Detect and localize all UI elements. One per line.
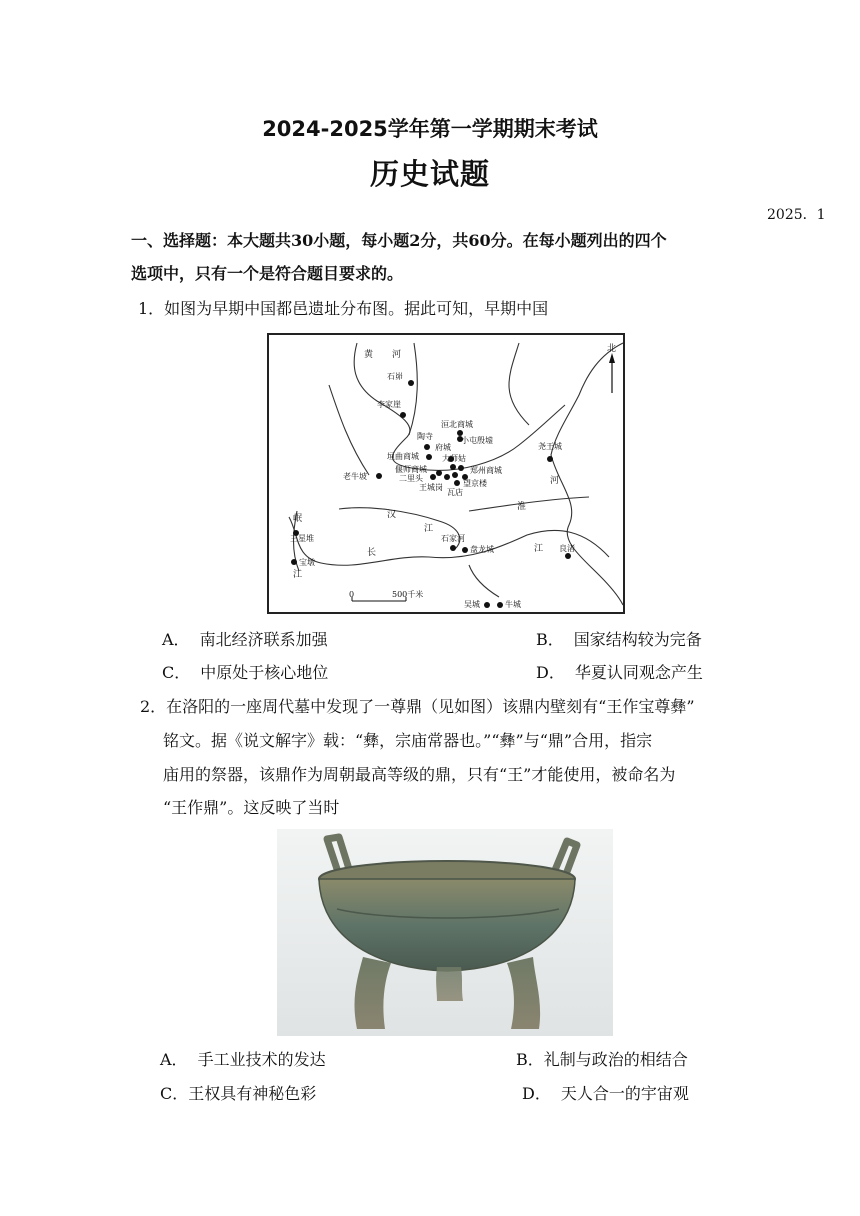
river-label-he: 河 [392, 350, 402, 360]
site-yanshi: 偃师商城 [395, 465, 427, 474]
q2-option-c[interactable]: C．王权具有神秘色彩 [160, 1084, 317, 1103]
q1-option-b[interactable]: B． 国家结构较为完备 [536, 630, 702, 649]
site-sanxingdui: 三星堆 [290, 534, 314, 543]
question-2-stem-line3: 庙用的祭器，该鼎作为周朝最高等级的鼎，只有“王”才能使用，被命名为 [163, 765, 676, 784]
question-2-stem-line2: 铭文。据《说文解字》载：“彝，宗庙常器也。”“彝”与“鼎”合用，指宗 [163, 731, 653, 750]
q1-option-c[interactable]: C． 中原处于核心地位 [162, 663, 329, 682]
site-wangjinglou: 望京楼 [463, 479, 487, 488]
bronze-ding-photo [277, 829, 613, 1036]
north-label: 北 [607, 344, 617, 354]
site-wadian: 瓦店 [447, 488, 463, 497]
river-label-min: 岷 [293, 514, 303, 524]
question-2-stem-line1: 2．在洛阳的一座周代墓中发现了一尊鼎（见如图）该鼎内壁刻有“王作宝尊彝” [140, 697, 695, 716]
site-taosi: 陶寺 [417, 432, 433, 441]
river-label-han: 汉 [387, 510, 397, 520]
ancient-capitals-map [267, 333, 625, 614]
site-shimao: 石峁 [387, 372, 403, 381]
q1-option-a[interactable]: A． 南北经济联系加强 [162, 630, 328, 649]
q2-option-b[interactable]: B．礼制与政治的相结合 [516, 1050, 688, 1069]
site-dashigu: 大师姑 [442, 454, 466, 463]
section-heading-line2: 选项中，只有一个是符合题目要求的。 [131, 264, 404, 283]
site-shijiahe: 石家河 [441, 534, 465, 543]
river-label-jiang2: 江 [534, 544, 544, 554]
site-lijiaya: 李家崖 [377, 400, 401, 409]
river-label-he2: 河 [550, 476, 560, 486]
section-heading-line1: 一、选择题：本大题共30小题，每小题2分，共60分。在每小题列出的四个 [131, 231, 667, 250]
site-zhengzhou: 郑州商城 [470, 466, 502, 475]
question-2-stem-line4: “王作鼎”。这反映了当时 [163, 798, 340, 817]
site-xiaotun: 小屯殷墟 [461, 436, 493, 445]
q2-option-d[interactable]: D． 天人合一的宇宙观 [522, 1084, 689, 1103]
site-wangchenggang: 王城岗 [419, 483, 443, 492]
exam-title: 2024-2025学年第一学期期末考试 [262, 117, 598, 141]
site-liangzhu: 良渚 [559, 544, 575, 553]
site-niucheng: 牛城 [505, 600, 521, 609]
river-label-jiang1: 江 [424, 524, 434, 534]
site-yuanqu: 垣曲商城 [387, 452, 419, 461]
river-label-huang: 黄 [364, 350, 374, 360]
question-1-stem: 1．如图为早期中国都邑遗址分布图。据此可知，早期中国 [138, 299, 549, 318]
site-wucheng: 吴城 [464, 600, 480, 609]
site-panlongcheng: 盘龙城 [470, 545, 494, 554]
site-laoniupo: 老牛坡 [343, 472, 367, 481]
site-yaowangcheng: 尧王城 [538, 442, 562, 451]
site-huanbei: 洹北商城 [441, 420, 473, 429]
site-fucheng: 府城 [435, 443, 451, 452]
river-label-huai: 淮 [517, 502, 527, 512]
q1-option-d[interactable]: D． 华夏认同观念产生 [536, 663, 703, 682]
scale-zero: 0 [349, 590, 355, 599]
river-label-chang: 长 [367, 548, 377, 558]
site-baodun: 宝墩 [299, 558, 315, 567]
river-label-jiang3: 江 [293, 570, 303, 580]
scale-label: 500千米 [392, 590, 424, 599]
q2-option-a[interactable]: A． 手工业技术的发达 [160, 1050, 326, 1069]
north-arrow-icon [609, 353, 615, 363]
exam-date: 2025．1 [767, 207, 826, 223]
subject-title: 历史试题 [369, 157, 490, 191]
site-erlitou: 二里头 [399, 474, 423, 483]
